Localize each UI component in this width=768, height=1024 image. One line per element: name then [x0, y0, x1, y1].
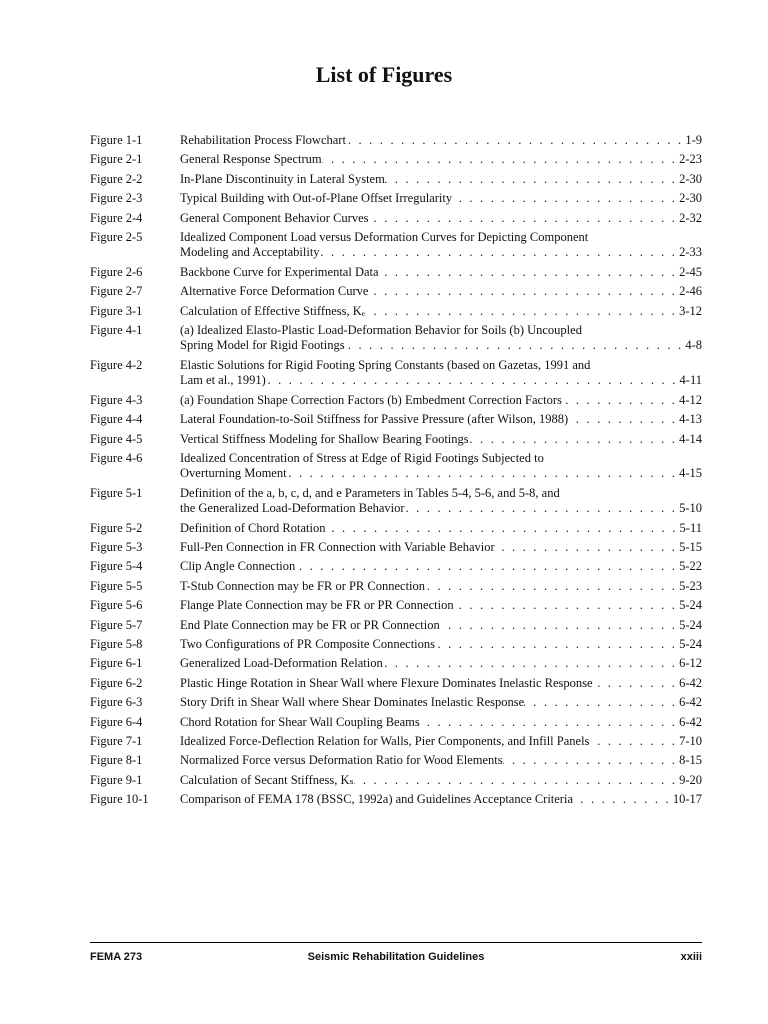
figure-caption-final-line	[180, 152, 702, 167]
dot-leader	[435, 637, 679, 652]
list-item	[90, 172, 702, 187]
figure-entry	[180, 734, 702, 749]
figure-page-number: 6-42	[679, 675, 702, 690]
figure-number: Figure 6-2	[90, 675, 143, 690]
figure-page-number: 5-10	[679, 501, 702, 516]
figure-number: Figure 4-4	[90, 412, 143, 427]
list-item	[90, 753, 702, 768]
figure-number: Figure 2-6	[90, 264, 143, 279]
figure-caption: Flange Plate Connection may be FR or PR Connection	[180, 598, 454, 613]
figure-caption-final-line	[180, 304, 702, 319]
figure-caption: Lateral Foundation-to-Soil Stiffness for Passive Pressure (after Wilson, 1988)	[180, 412, 569, 427]
figure-entry	[180, 753, 702, 768]
footer-rule	[90, 942, 702, 943]
figure-entry	[180, 559, 702, 574]
figure-caption-final-line	[180, 598, 702, 613]
figure-page-number: 1-9	[685, 133, 702, 147]
figure-entry	[180, 598, 702, 613]
figure-caption-line: (a) Idealized Elasto-Plastic Load-Deformation Behavior for Soils (b) Uncoupled	[180, 323, 582, 338]
figure-caption-final-line	[180, 559, 702, 574]
figure-number: Figure 5-5	[90, 578, 143, 593]
figure-page-number: 4-15	[679, 466, 702, 481]
list-item	[90, 773, 702, 788]
figure-entry	[180, 304, 702, 319]
page-title: List of Figures	[315, 62, 453, 87]
figure-entry	[180, 432, 702, 447]
figure-caption: Typical Building with Out-of-Plane Offset Irregularity	[180, 191, 453, 206]
dot-leader	[440, 618, 679, 633]
figure-entry	[180, 265, 702, 280]
figure-caption: (a) Foundation Shape Correction Factors (b) Embedment Correction Factors	[180, 392, 562, 407]
list-item	[90, 191, 702, 206]
figure-caption: Clip Angle Connection	[180, 559, 296, 574]
figure-caption-final-line	[180, 695, 702, 710]
figure-caption-final-line	[180, 715, 702, 730]
figure-caption: Spring Model for Rigid Footings	[180, 338, 345, 353]
dot-leader	[568, 412, 679, 427]
figure-caption-final-line	[180, 211, 702, 226]
footer-page-number: xxiii	[680, 951, 702, 963]
figure-caption-final-line	[180, 637, 702, 652]
figure-number: Figure 2-3	[90, 191, 143, 206]
figure-page-number: 4-12	[679, 392, 702, 407]
figure-list	[90, 133, 702, 812]
dot-leader	[379, 265, 680, 280]
dot-leader	[365, 304, 679, 319]
figure-number: Figure 5-3	[90, 539, 143, 554]
dot-leader	[469, 432, 679, 447]
figure-caption-final-line	[180, 412, 702, 427]
figure-page-number: 2-30	[679, 191, 702, 206]
figure-number: Figure 4-2	[90, 357, 143, 372]
figure-caption: T-Stub Connection may be FR or PR Connection	[180, 578, 426, 593]
figure-entry	[180, 451, 702, 482]
figure-caption: Full-Pen Connection in FR Connection with Variable Behavior	[180, 539, 495, 554]
figure-caption: Alternative Force Deformation Curve	[180, 284, 369, 299]
figure-number: Figure 5-6	[90, 598, 143, 613]
figure-page-number: 8-15	[679, 753, 702, 768]
list-item	[90, 486, 702, 517]
dot-leader	[589, 734, 679, 749]
figure-caption: Lam et al., 1991)	[180, 373, 266, 388]
figure-number: Figure 4-1	[90, 323, 143, 338]
list-item	[90, 211, 702, 226]
figure-number: Figure 6-1	[90, 656, 143, 671]
figure-entry	[180, 284, 702, 299]
figure-entry	[180, 172, 702, 187]
figure-caption-final-line	[180, 501, 702, 516]
figure-number: Figure 4-6	[90, 450, 143, 465]
figure-caption-final-line	[180, 656, 702, 671]
figure-caption-final-line	[180, 773, 702, 788]
dot-leader	[295, 559, 679, 574]
figure-caption: Modeling and Acceptability	[180, 245, 320, 260]
list-item	[90, 521, 702, 536]
figure-page-number: 5-24	[679, 617, 702, 632]
figure-page-number: 5-15	[679, 539, 702, 554]
figure-caption-final-line	[180, 432, 702, 447]
list-item	[90, 265, 702, 280]
list-item	[90, 734, 702, 749]
list-item	[90, 695, 702, 710]
dot-leader	[322, 152, 679, 167]
figure-number: Figure 6-3	[90, 695, 143, 710]
figure-number: Figure 8-1	[90, 753, 143, 768]
list-item	[90, 715, 702, 730]
figure-caption: Story Drift in Shear Wall where Shear Dominates Inelastic Response	[180, 695, 525, 710]
figure-caption-final-line	[180, 676, 702, 691]
figure-page-number: 6-12	[679, 656, 702, 671]
figure-caption-line: Idealized Component Load versus Deformation Curves for Depicting Component	[180, 230, 589, 245]
figure-entry	[180, 230, 702, 261]
figure-caption: Idealized Force-Deflection Relation for Walls, Pier Components, and Infill Panels	[180, 734, 590, 748]
figure-page-number: 5-23	[679, 578, 702, 593]
list-item	[90, 637, 702, 652]
figure-entry	[180, 540, 702, 555]
figure-number: Figure 3-1	[90, 303, 143, 318]
figure-page-number: 2-32	[679, 210, 702, 225]
figure-entry	[180, 656, 702, 671]
figure-page-number: 4-14	[679, 431, 702, 446]
figure-number: Figure 5-2	[90, 520, 143, 535]
figure-caption: Calculation of Effective Stiffness, Kₑ	[180, 303, 365, 318]
figure-entry	[180, 637, 702, 652]
figure-number: Figure 2-1	[90, 152, 143, 167]
figure-number: Figure 2-2	[90, 171, 143, 186]
figure-caption: General Response Spectrum	[180, 152, 322, 167]
list-item	[90, 559, 702, 574]
figure-page-number: 10-17	[672, 792, 702, 807]
figure-number: Figure 4-3	[90, 392, 143, 407]
figure-caption: Chord Rotation for Shear Wall Coupling Beams	[180, 714, 420, 729]
list-item	[90, 230, 702, 261]
figure-page-number: 9-20	[679, 772, 702, 787]
figure-page-number: 5-11	[679, 520, 702, 535]
figure-page-number: 6-42	[679, 695, 702, 710]
dot-leader	[287, 466, 679, 481]
figure-caption: Definition of Chord Rotation	[180, 520, 326, 535]
figure-page-number: 4-11	[679, 373, 702, 388]
figure-number: Figure 2-7	[90, 284, 143, 299]
list-item	[90, 579, 702, 594]
list-item	[90, 656, 702, 671]
figure-caption: Calculation of Secant Stiffness, Kₛ	[180, 772, 354, 787]
dot-leader	[454, 598, 679, 613]
list-item	[90, 618, 702, 633]
list-item	[90, 792, 702, 807]
figure-entry	[180, 211, 702, 226]
dot-leader	[385, 172, 679, 187]
list-item	[90, 451, 702, 482]
figure-caption-final-line	[180, 245, 702, 260]
figure-caption: Comparison of FEMA 178 (BSSC, 1992a) and Guidelines Acceptance Criteria	[180, 792, 573, 807]
figure-caption-final-line	[180, 191, 702, 206]
figure-entry	[180, 676, 702, 691]
figure-page-number: 4-13	[679, 412, 702, 427]
figure-entry	[180, 133, 702, 148]
dot-leader	[345, 338, 686, 353]
figure-entry	[180, 323, 702, 354]
list-item	[90, 432, 702, 447]
figure-entry	[180, 521, 702, 536]
figure-caption: Backbone Curve for Experimental Data	[180, 264, 379, 279]
figure-caption-final-line	[180, 792, 702, 807]
figure-caption: the Generalized Load-Deformation Behavior	[180, 501, 405, 516]
figure-caption: Normalized Force versus Deformation Ratio for Wood Elements	[180, 753, 503, 768]
list-item	[90, 133, 702, 148]
figure-entry	[180, 358, 702, 389]
dot-leader	[354, 773, 679, 788]
figure-page-number: 5-24	[679, 598, 702, 613]
figure-number: Figure 5-8	[90, 636, 143, 651]
figure-number: Figure 2-5	[90, 230, 143, 245]
figure-entry	[180, 152, 702, 167]
list-item	[90, 412, 702, 427]
dot-leader	[452, 191, 679, 206]
figure-caption-final-line	[180, 338, 702, 353]
figure-page-number: 6-42	[679, 714, 702, 729]
dot-leader	[266, 373, 680, 388]
list-item	[90, 540, 702, 555]
figure-caption-final-line	[180, 265, 702, 280]
figure-caption: Plastic Hinge Rotation in Shear Wall where Flexure Dominates Inelastic Response	[180, 675, 593, 690]
dot-leader	[562, 393, 679, 408]
list-item	[90, 304, 702, 319]
dot-leader	[369, 211, 680, 226]
figure-caption-final-line	[180, 373, 702, 388]
dot-leader	[495, 540, 679, 555]
figure-entry	[180, 792, 702, 807]
figure-entry	[180, 191, 702, 206]
figure-page-number: 5-22	[679, 559, 702, 574]
figure-caption: Generalized Load-Deformation Relation	[180, 656, 383, 671]
figure-page-number: 2-33	[679, 245, 702, 260]
figure-entry	[180, 412, 702, 427]
figure-caption: Two Configurations of PR Composite Connections	[180, 636, 436, 651]
figure-number: Figure 7-1	[90, 734, 143, 748]
list-item	[90, 358, 702, 389]
figure-caption-line: Idealized Concentration of Stress at Edge of Rigid Footings Subjected to	[180, 450, 544, 465]
dot-leader	[383, 656, 679, 671]
figure-caption: In-Plane Discontinuity in Lateral System	[180, 171, 385, 186]
figure-caption: General Component Behavior Curves	[180, 210, 369, 225]
figure-caption-line: Elastic Solutions for Rigid Footing Spring Constants (based on Gazetas, 1991 and	[180, 357, 591, 372]
figure-caption-final-line	[180, 172, 702, 187]
dot-leader	[405, 501, 680, 516]
figure-caption: End Plate Connection may be FR or PR Connection	[180, 617, 440, 632]
figure-page-number: 2-45	[679, 264, 702, 279]
dot-leader	[346, 133, 685, 148]
figure-page-number: 2-46	[679, 284, 702, 299]
dot-leader	[325, 521, 679, 536]
figure-entry	[180, 773, 702, 788]
figure-caption-final-line	[180, 734, 702, 749]
figure-entry	[180, 715, 702, 730]
figure-page-number: 2-23	[679, 152, 702, 167]
figure-entry	[180, 618, 702, 633]
list-item	[90, 323, 702, 354]
figure-number: Figure 2-4	[90, 210, 143, 225]
figure-number: Figure 4-5	[90, 431, 143, 446]
list-item	[90, 284, 702, 299]
dot-leader	[320, 245, 680, 260]
figure-page-number: 5-24	[679, 636, 702, 651]
figure-page-number: 2-30	[679, 171, 702, 186]
figure-caption-final-line	[180, 540, 702, 555]
list-item	[90, 152, 702, 167]
figure-page-number: 7-10	[679, 734, 702, 748]
dot-leader	[368, 284, 679, 299]
figure-entry	[180, 486, 702, 517]
dot-leader	[420, 715, 679, 730]
dot-leader	[524, 695, 679, 710]
figure-number: Figure 5-4	[90, 559, 143, 574]
figure-caption-final-line	[180, 521, 702, 536]
figure-caption-final-line	[180, 466, 702, 481]
figure-caption-final-line	[180, 133, 702, 148]
figure-caption-final-line	[180, 284, 702, 299]
figure-entry	[180, 695, 702, 710]
dot-leader	[593, 676, 680, 691]
footer-title: Seismic Rehabilitation Guidelines	[307, 951, 485, 963]
figure-number: Figure 1-1	[90, 133, 143, 147]
dot-leader	[425, 579, 679, 594]
list-item	[90, 393, 702, 408]
figure-entry	[180, 579, 702, 594]
dot-leader	[503, 753, 679, 768]
figure-caption: Rehabilitation Process Flowchart	[180, 133, 346, 147]
figure-caption: Vertical Stiffness Modeling for Shallow Bearing Footings	[180, 431, 469, 446]
dot-leader	[573, 792, 673, 807]
figure-number: Figure 5-7	[90, 617, 143, 632]
figure-caption-final-line	[180, 753, 702, 768]
figure-caption-final-line	[180, 618, 702, 633]
list-item	[90, 676, 702, 691]
footer-document-id: FEMA 273	[90, 951, 143, 963]
figure-caption-line: Definition of the a, b, c, d, and e Parameters in Tables 5-4, 5-6, and 5-8, and	[180, 485, 560, 500]
list-item	[90, 598, 702, 613]
figure-caption-final-line	[180, 393, 702, 408]
figure-number: Figure 5-1	[90, 485, 143, 500]
figure-number: Figure 6-4	[90, 714, 143, 729]
figure-number: Figure 9-1	[90, 772, 143, 787]
figure-number: Figure 10-1	[90, 792, 149, 807]
figure-page-number: 4-8	[685, 338, 702, 353]
figure-caption: Overturning Moment	[180, 466, 287, 481]
figure-page-number: 3-12	[679, 303, 702, 318]
figure-caption-final-line	[180, 579, 702, 594]
figure-entry	[180, 393, 702, 408]
